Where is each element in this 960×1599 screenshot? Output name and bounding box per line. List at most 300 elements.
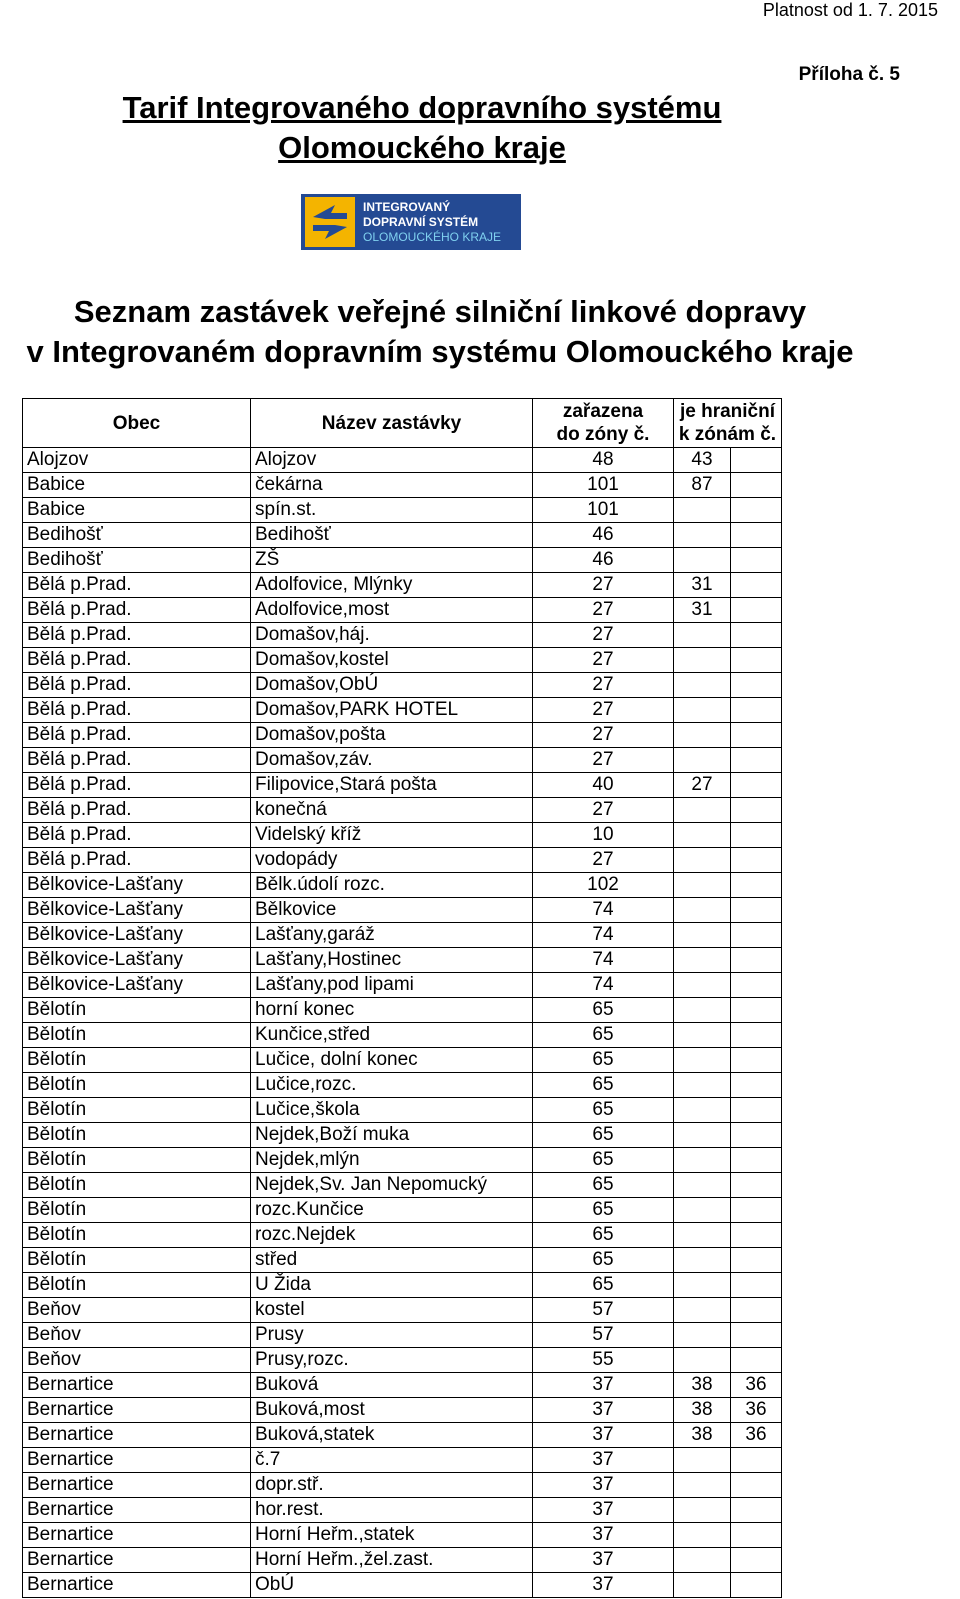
document-title (112, 88, 732, 168)
cell-hranicni-2: 36 (731, 1373, 782, 1398)
cell-hranicni-1 (674, 1123, 731, 1148)
cell-hranicni-2 (731, 898, 782, 923)
cell-zona: 37 (533, 1573, 674, 1598)
cell-nazev: Domašov,PARK HOTEL (251, 698, 533, 723)
cell-obec: Bělotín (23, 1173, 251, 1198)
cell-hranicni-2 (731, 1323, 782, 1348)
table-row (23, 1423, 782, 1448)
table-row (23, 723, 782, 748)
cell-obec: Bernartice (23, 1523, 251, 1548)
cell-zona: 37 (533, 1373, 674, 1398)
cell-zona: 27 (533, 798, 674, 823)
cell-nazev: Buková,statek (251, 1423, 533, 1448)
cell-hranicni-1 (674, 948, 731, 973)
table-row (23, 973, 782, 998)
cell-obec: Bedihošť (23, 523, 251, 548)
cell-hranicni-2 (731, 1023, 782, 1048)
cell-zona: 27 (533, 848, 674, 873)
cell-nazev: Domašov,ObÚ (251, 673, 533, 698)
cell-nazev: Prusy (251, 1323, 533, 1348)
stops-table (22, 398, 782, 1598)
cell-hranicni-2 (731, 1273, 782, 1298)
cell-hranicni-1 (674, 1298, 731, 1323)
cell-zona: 27 (533, 723, 674, 748)
cell-zona: 46 (533, 523, 674, 548)
header-hranicni-line-2: k zónám č. (678, 424, 777, 445)
cell-hranicni-2 (731, 448, 782, 473)
cell-hranicni-1 (674, 698, 731, 723)
cell-nazev: Lašťany,garáž (251, 923, 533, 948)
cell-nazev: ZŠ (251, 548, 533, 573)
table-row (23, 1248, 782, 1273)
header-hranicni-line-1: je hraniční (679, 401, 776, 422)
cell-obec: Bernartice (23, 1548, 251, 1573)
cell-zona: 40 (533, 773, 674, 798)
cell-hranicni-2 (731, 1448, 782, 1473)
cell-hranicni-1 (674, 798, 731, 823)
cell-hranicni-2 (731, 1498, 782, 1523)
heading-line-2: v Integrovaném dopravním systému Olomouckého kraje (26, 334, 854, 369)
cell-hranicni-2 (731, 748, 782, 773)
header-zona-line-1: zařazena (562, 401, 644, 422)
cell-zona: 65 (533, 998, 674, 1023)
cell-obec: Bělá p.Prad. (23, 798, 251, 823)
cell-hranicni-1 (674, 973, 731, 998)
table-row (23, 1323, 782, 1348)
cell-hranicni-1 (674, 1148, 731, 1173)
cell-hranicni-1 (674, 648, 731, 673)
table-row (23, 898, 782, 923)
cell-nazev: Domašov,háj. (251, 623, 533, 648)
cell-zona: 65 (533, 1098, 674, 1123)
cell-zona: 27 (533, 673, 674, 698)
cell-nazev: Horní Heřm.,statek (251, 1523, 533, 1548)
annex-label: Příloha č. 5 (798, 64, 900, 85)
cell-hranicni-1 (674, 1348, 731, 1373)
cell-hranicni-1 (674, 498, 731, 523)
table-row (23, 1148, 782, 1173)
cell-hranicni-2 (731, 1073, 782, 1098)
cell-hranicni-2 (731, 1123, 782, 1148)
cell-hranicni-2 (731, 1348, 782, 1373)
cell-hranicni-1 (674, 898, 731, 923)
table-row (23, 1548, 782, 1573)
cell-zona: 37 (533, 1548, 674, 1573)
table-row (23, 1048, 782, 1073)
cell-obec: Bělá p.Prad. (23, 748, 251, 773)
cell-hranicni-1: 31 (674, 573, 731, 598)
cell-hranicni-2 (731, 548, 782, 573)
cell-hranicni-1 (674, 1023, 731, 1048)
cell-nazev: Domašov,kostel (251, 648, 533, 673)
cell-zona: 27 (533, 573, 674, 598)
cell-nazev: Filipovice,Stará pošta (251, 773, 533, 798)
cell-zona: 37 (533, 1398, 674, 1423)
cell-hranicni-1: 38 (674, 1398, 731, 1423)
cell-hranicni-2 (731, 1173, 782, 1198)
cell-obec: Beňov (23, 1298, 251, 1323)
cell-obec: Bělotín (23, 1023, 251, 1048)
cell-zona: 101 (533, 498, 674, 523)
cell-zona: 65 (533, 1073, 674, 1098)
cell-zona: 10 (533, 823, 674, 848)
cell-zona: 27 (533, 598, 674, 623)
table-row (23, 798, 782, 823)
cell-hranicni-2 (731, 773, 782, 798)
header-nazev-zastavky: Název zastávky (251, 399, 533, 448)
cell-nazev: Bělkovice (251, 898, 533, 923)
cell-hranicni-1 (674, 1223, 731, 1248)
cell-nazev: kostel (251, 1298, 533, 1323)
table-row (23, 948, 782, 973)
cell-obec: Bělotín (23, 1223, 251, 1248)
table-row (23, 1398, 782, 1423)
cell-nazev: Domašov,záv. (251, 748, 533, 773)
table-row (23, 873, 782, 898)
cell-obec: Babice (23, 498, 251, 523)
cell-zona: 65 (533, 1198, 674, 1223)
cell-hranicni-2 (731, 1198, 782, 1223)
cell-hranicni-2 (731, 573, 782, 598)
cell-nazev: Lučice,škola (251, 1098, 533, 1123)
cell-obec: Bedihošť (23, 548, 251, 573)
cell-zona: 102 (533, 873, 674, 898)
cell-hranicni-2 (731, 1573, 782, 1598)
cell-hranicni-2 (731, 623, 782, 648)
table-row (23, 1448, 782, 1473)
table-row (23, 523, 782, 548)
cell-obec: Bělá p.Prad. (23, 598, 251, 623)
table-row (23, 848, 782, 873)
cell-obec: Bělá p.Prad. (23, 648, 251, 673)
table-row (23, 698, 782, 723)
logo-line-2: DOPRAVNÍ SYSTÉM (363, 214, 479, 229)
cell-hranicni-1 (674, 748, 731, 773)
cell-nazev: střed (251, 1248, 533, 1273)
cell-hranicni-1 (674, 923, 731, 948)
cell-hranicni-1 (674, 723, 731, 748)
cell-hranicni-2 (731, 948, 782, 973)
cell-obec: Bělotín (23, 998, 251, 1023)
table-row (23, 1223, 782, 1248)
cell-nazev: Adolfovice,most (251, 598, 533, 623)
cell-zona: 101 (533, 473, 674, 498)
cell-nazev: hor.rest. (251, 1498, 533, 1523)
cell-hranicni-1 (674, 1498, 731, 1523)
cell-nazev: rozc.Nejdek (251, 1223, 533, 1248)
cell-zona: 46 (533, 548, 674, 573)
cell-obec: Bělá p.Prad. (23, 823, 251, 848)
cell-obec: Bělotín (23, 1123, 251, 1148)
table-row (23, 748, 782, 773)
cell-obec: Bělotín (23, 1198, 251, 1223)
table-row (23, 1498, 782, 1523)
table-row (23, 1123, 782, 1148)
cell-zona: 65 (533, 1273, 674, 1298)
cell-nazev: konečná (251, 798, 533, 823)
cell-nazev: dopr.stř. (251, 1473, 533, 1498)
cell-obec: Bělkovice-Lašťany (23, 923, 251, 948)
table-row (23, 923, 782, 948)
cell-obec: Bělá p.Prad. (23, 773, 251, 798)
table-row (23, 648, 782, 673)
cell-nazev: Buková,most (251, 1398, 533, 1423)
cell-hranicni-2: 36 (731, 1398, 782, 1423)
cell-zona: 27 (533, 748, 674, 773)
cell-hranicni-1: 38 (674, 1373, 731, 1398)
table-row (23, 1023, 782, 1048)
table-row (23, 1573, 782, 1598)
title-line-2: Olomouckého kraje (278, 130, 566, 165)
cell-zona: 65 (533, 1123, 674, 1148)
cell-hranicni-1 (674, 1473, 731, 1498)
logo-arrows-icon (305, 197, 355, 247)
cell-hranicni-2: 36 (731, 1423, 782, 1448)
cell-obec: Bělá p.Prad. (23, 848, 251, 873)
cell-zona: 65 (533, 1173, 674, 1198)
cell-obec: Bělá p.Prad. (23, 723, 251, 748)
cell-obec: Bělotín (23, 1048, 251, 1073)
cell-obec: Bělkovice-Lašťany (23, 873, 251, 898)
table-row (23, 1298, 782, 1323)
cell-hranicni-2 (731, 673, 782, 698)
logo-text (363, 200, 501, 245)
cell-obec: Bělotín (23, 1073, 251, 1098)
cell-obec: Beňov (23, 1323, 251, 1348)
cell-obec: Bělkovice-Lašťany (23, 973, 251, 998)
table-row (23, 1073, 782, 1098)
cell-hranicni-1: 27 (674, 773, 731, 798)
cell-nazev: č.7 (251, 1448, 533, 1473)
cell-hranicni-2 (731, 1473, 782, 1498)
cell-hranicni-2 (731, 598, 782, 623)
cell-hranicni-2 (731, 923, 782, 948)
table-row (23, 623, 782, 648)
cell-hranicni-1: 38 (674, 1423, 731, 1448)
cell-hranicni-1 (674, 848, 731, 873)
table-row (23, 498, 782, 523)
cell-hranicni-1 (674, 1523, 731, 1548)
cell-zona: 65 (533, 1148, 674, 1173)
cell-nazev: Nejdek,Sv. Jan Nepomucký (251, 1173, 533, 1198)
cell-nazev: Lučice, dolní konec (251, 1048, 533, 1073)
cell-zona: 65 (533, 1248, 674, 1273)
cell-zona: 48 (533, 448, 674, 473)
cell-zona: 74 (533, 973, 674, 998)
cell-hranicni-2 (731, 723, 782, 748)
table-row (23, 573, 782, 598)
cell-hranicni-2 (731, 998, 782, 1023)
cell-nazev: Nejdek,mlýn (251, 1148, 533, 1173)
table-row (23, 548, 782, 573)
cell-nazev: Domašov,pošta (251, 723, 533, 748)
cell-zona: 65 (533, 1223, 674, 1248)
table-row (23, 998, 782, 1023)
cell-hranicni-2 (731, 873, 782, 898)
table-row (23, 1473, 782, 1498)
cell-nazev: rozc.Kunčice (251, 1198, 533, 1223)
cell-zona: 55 (533, 1348, 674, 1373)
table-row (23, 1348, 782, 1373)
cell-hranicni-2 (731, 1548, 782, 1573)
cell-hranicni-2 (731, 798, 782, 823)
cell-nazev: horní konec (251, 998, 533, 1023)
validity-date: Platnost od 1. 7. 2015 (762, 0, 938, 20)
cell-obec: Bernartice (23, 1373, 251, 1398)
cell-hranicni-2 (731, 498, 782, 523)
cell-zona: 57 (533, 1323, 674, 1348)
header-hranicni (674, 399, 782, 448)
cell-hranicni-1: 43 (674, 448, 731, 473)
cell-zona: 27 (533, 698, 674, 723)
table-row (23, 1273, 782, 1298)
header-obec: Obec (23, 399, 251, 448)
cell-zona: 37 (533, 1448, 674, 1473)
cell-hranicni-1 (674, 623, 731, 648)
cell-zona: 37 (533, 1473, 674, 1498)
cell-obec: Babice (23, 473, 251, 498)
cell-hranicni-1 (674, 1098, 731, 1123)
table-row (23, 1523, 782, 1548)
cell-hranicni-1 (674, 673, 731, 698)
cell-obec: Bernartice (23, 1498, 251, 1523)
cell-nazev: spín.st. (251, 498, 533, 523)
cell-obec: Bělkovice-Lašťany (23, 948, 251, 973)
cell-hranicni-1 (674, 1273, 731, 1298)
table-row (23, 473, 782, 498)
logo-line-3: OLOMOUCKÉHO KRAJE (363, 229, 502, 244)
table-row (23, 448, 782, 473)
cell-nazev: Prusy,rozc. (251, 1348, 533, 1373)
cell-obec: Bělkovice-Lašťany (23, 898, 251, 923)
cell-nazev: Adolfovice, Mlýnky (251, 573, 533, 598)
cell-nazev: Kunčice,střed (251, 1023, 533, 1048)
cell-nazev: Videlský kříž (251, 823, 533, 848)
cell-zona: 37 (533, 1498, 674, 1523)
cell-hranicni-1 (674, 823, 731, 848)
cell-nazev: Lašťany,pod lipami (251, 973, 533, 998)
heading-line-1: Seznam zastávek veřejné silniční linkové dopravy (73, 294, 807, 329)
cell-hranicni-2 (731, 698, 782, 723)
cell-hranicni-1 (674, 1448, 731, 1473)
cell-nazev: vodopády (251, 848, 533, 873)
header-zona (533, 399, 674, 448)
table-row (23, 823, 782, 848)
cell-obec: Bělotín (23, 1273, 251, 1298)
cell-hranicni-2 (731, 1048, 782, 1073)
cell-zona: 65 (533, 1048, 674, 1073)
cell-hranicni-2 (731, 973, 782, 998)
cell-zona: 65 (533, 1023, 674, 1048)
cell-obec: Alojzov (23, 448, 251, 473)
cell-hranicni-1 (674, 523, 731, 548)
cell-hranicni-2 (731, 1223, 782, 1248)
cell-hranicni-2 (731, 1098, 782, 1123)
cell-hranicni-2 (731, 1148, 782, 1173)
cell-hranicni-1 (674, 873, 731, 898)
cell-nazev: Lašťany,Hostinec (251, 948, 533, 973)
table-row (23, 1198, 782, 1223)
cell-obec: Bělotín (23, 1248, 251, 1273)
table-row (23, 1173, 782, 1198)
cell-obec: Bělá p.Prad. (23, 623, 251, 648)
cell-obec: Bernartice (23, 1448, 251, 1473)
cell-hranicni-1 (674, 1198, 731, 1223)
cell-hranicni-2 (731, 523, 782, 548)
cell-hranicni-1 (674, 548, 731, 573)
list-heading (0, 292, 880, 372)
cell-hranicni-1 (674, 1173, 731, 1198)
table-header-row (23, 399, 782, 448)
cell-zona: 74 (533, 923, 674, 948)
cell-obec: Bernartice (23, 1423, 251, 1448)
cell-obec: Bernartice (23, 1573, 251, 1598)
table-row (23, 1373, 782, 1398)
cell-obec: Bělá p.Prad. (23, 673, 251, 698)
cell-nazev: čekárna (251, 473, 533, 498)
cell-hranicni-1 (674, 1323, 731, 1348)
table-row (23, 773, 782, 798)
cell-hranicni-2 (731, 848, 782, 873)
cell-zona: 57 (533, 1298, 674, 1323)
cell-hranicni-2 (731, 1248, 782, 1273)
cell-obec: Bernartice (23, 1398, 251, 1423)
cell-hranicni-2 (731, 823, 782, 848)
title-line-1: Tarif Integrovaného dopravního systému (122, 90, 722, 125)
cell-hranicni-2 (731, 473, 782, 498)
cell-hranicni-2 (731, 1298, 782, 1323)
cell-nazev: U Žida (251, 1273, 533, 1298)
cell-zona: 37 (533, 1423, 674, 1448)
cell-hranicni-1 (674, 1548, 731, 1573)
cell-nazev: Bělk.údolí rozc. (251, 873, 533, 898)
logo-line-1: INTEGROVANÝ (363, 199, 451, 214)
header-zona-line-2: do zóny č. (556, 424, 650, 445)
cell-hranicni-1: 31 (674, 598, 731, 623)
cell-zona: 74 (533, 948, 674, 973)
cell-nazev: Lučice,rozc. (251, 1073, 533, 1098)
cell-hranicni-1 (674, 1248, 731, 1273)
cell-hranicni-1 (674, 1048, 731, 1073)
table-row (23, 1098, 782, 1123)
cell-hranicni-2 (731, 1523, 782, 1548)
cell-zona: 27 (533, 623, 674, 648)
cell-zona: 37 (533, 1523, 674, 1548)
cell-zona: 74 (533, 898, 674, 923)
cell-nazev: Horní Heřm.,žel.zast. (251, 1548, 533, 1573)
cell-nazev: Buková (251, 1373, 533, 1398)
cell-hranicni-1 (674, 1073, 731, 1098)
cell-obec: Bělá p.Prad. (23, 573, 251, 598)
cell-hranicni-1 (674, 1573, 731, 1598)
table-row (23, 598, 782, 623)
cell-nazev: Nejdek,Boží muka (251, 1123, 533, 1148)
cell-nazev: Bedihošť (251, 523, 533, 548)
cell-nazev: Alojzov (251, 448, 533, 473)
cell-hranicni-2 (731, 648, 782, 673)
cell-obec: Bernartice (23, 1473, 251, 1498)
cell-hranicni-1 (674, 998, 731, 1023)
cell-obec: Bělá p.Prad. (23, 698, 251, 723)
table-row (23, 673, 782, 698)
cell-hranicni-1: 87 (674, 473, 731, 498)
cell-obec: Bělotín (23, 1148, 251, 1173)
ids-logo (301, 194, 521, 250)
cell-obec: Beňov (23, 1348, 251, 1373)
cell-obec: Bělotín (23, 1098, 251, 1123)
cell-nazev: ObÚ (251, 1573, 533, 1598)
cell-zona: 27 (533, 648, 674, 673)
